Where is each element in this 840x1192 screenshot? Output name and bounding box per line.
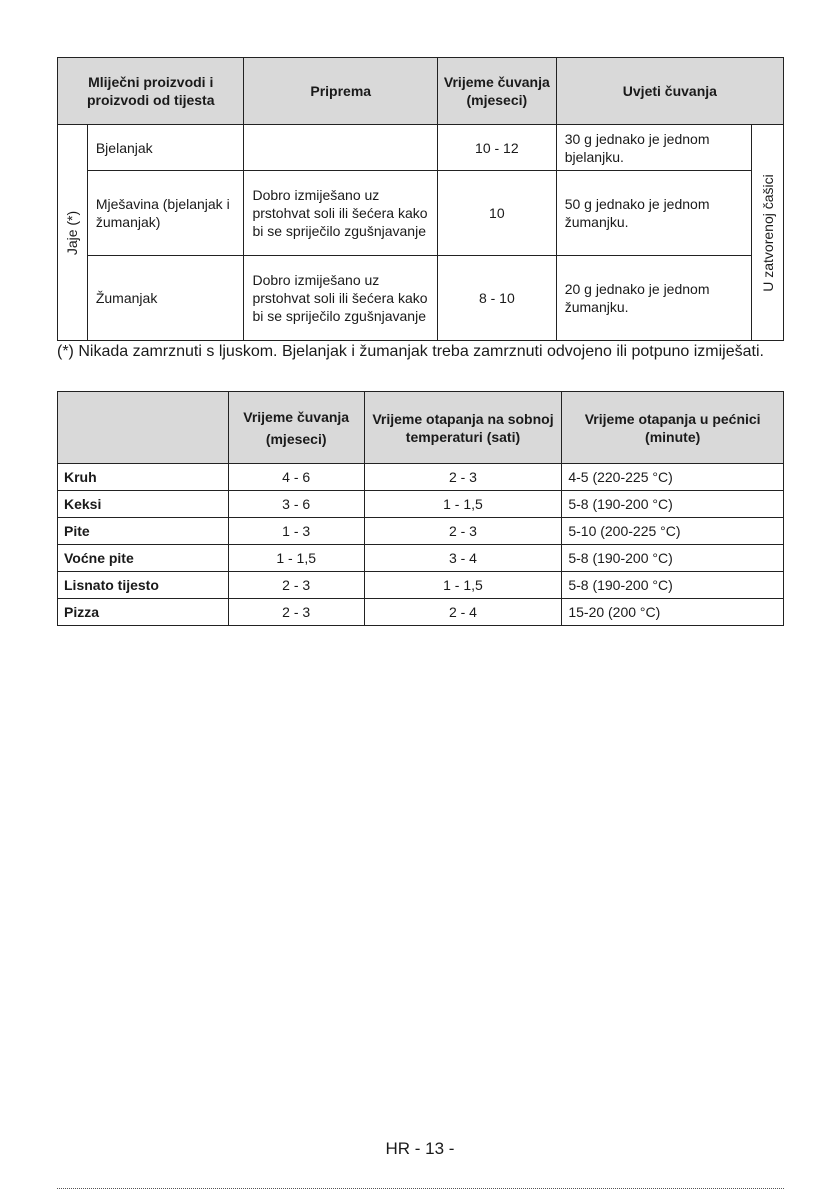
storage-cell: 2 - 3 — [228, 572, 364, 599]
table-row — [58, 125, 784, 171]
table-row — [58, 572, 784, 599]
product-cell: Mješavina (bjelanjak i žumanjak) — [87, 171, 244, 256]
egg-group-label: Jaje (*) — [58, 125, 88, 341]
thaw-oven-cell: 5-8 (190-200 °C) — [562, 572, 784, 599]
storage-cell: 2 - 3 — [228, 599, 364, 626]
preparation-cell: Dobro izmiješano uz prstohvat soli ili šećera kako bi se spriječilo zgušnjavanje — [244, 256, 438, 341]
table-row — [58, 491, 784, 518]
condition-cell: 50 g jednako je jednom žumanjku. — [556, 171, 751, 256]
table-header-row — [58, 392, 784, 464]
thaw-room-cell: 1 - 1,5 — [364, 491, 562, 518]
product-cell: Žumanjak — [87, 256, 244, 341]
bottom-divider — [57, 1188, 784, 1189]
header-product: Mliječni proizvodi i proizvodi od tijesta — [58, 58, 244, 125]
product-cell: Pizza — [58, 599, 229, 626]
thaw-oven-cell: 5-8 (190-200 °C) — [562, 545, 784, 572]
table-row — [58, 464, 784, 491]
table-row — [58, 171, 784, 256]
header-preparation: Priprema — [244, 58, 438, 125]
storage-cell: 1 - 1,5 — [228, 545, 364, 572]
storage-cell: 4 - 6 — [228, 464, 364, 491]
thaw-room-cell: 2 - 3 — [364, 464, 562, 491]
thaw-room-cell: 3 - 4 — [364, 545, 562, 572]
condition-cell: 30 g jednako je jednom bjelanjku. — [556, 125, 751, 171]
header-storage-time: Vrijeme čuvanja (mjeseci) — [437, 58, 556, 125]
header-thaw-room: Vrijeme otapanja na sobnoj temperaturi (sati) — [364, 392, 562, 464]
product-cell: Pite — [58, 518, 229, 545]
page-number: HR - 13 - — [385, 1139, 455, 1158]
footnote: (*) Nikada zamrznuti s ljuskom. Bjelanjak i žumanjak treba zamrznuti odvojeno ili potpuno izmiješati. — [57, 343, 764, 360]
product-cell: Bjelanjak — [87, 125, 244, 171]
header-storage-time — [228, 392, 364, 464]
storage-cell: 3 - 6 — [228, 491, 364, 518]
product-cell: Voćne pite — [58, 545, 229, 572]
preparation-cell — [244, 125, 438, 171]
product-cell: Keksi — [58, 491, 229, 518]
condition-cell: 20 g jednako je jednom žumanjku. — [556, 256, 751, 341]
closed-container-label: U zatvorenoj čašici — [752, 125, 784, 341]
thaw-room-cell: 1 - 1,5 — [364, 572, 562, 599]
product-cell: Kruh — [58, 464, 229, 491]
header-conditions: Uvjeti čuvanja — [556, 58, 783, 125]
table-row — [58, 599, 784, 626]
thaw-room-cell: 2 - 3 — [364, 518, 562, 545]
header-storage-time-unit: (mjeseci) — [265, 430, 327, 447]
storage-cell: 1 - 3 — [228, 518, 364, 545]
table-row — [58, 545, 784, 572]
bakery-storage-table — [57, 391, 784, 626]
thaw-oven-cell: 4-5 (220-225 °C) — [562, 464, 784, 491]
storage-cell: 10 — [437, 171, 556, 256]
storage-cell: 10 - 12 — [437, 125, 556, 171]
thaw-room-cell: 2 - 4 — [364, 599, 562, 626]
storage-cell: 8 - 10 — [437, 256, 556, 341]
egg-storage-table — [57, 57, 784, 341]
header-product — [58, 392, 229, 464]
thaw-oven-cell: 15-20 (200 °C) — [562, 599, 784, 626]
header-storage-time-label: Vrijeme čuvanja — [243, 408, 350, 425]
header-thaw-oven: Vrijeme otapanja u pećnici (minute) — [562, 392, 784, 464]
table-row — [58, 256, 784, 341]
table-row — [58, 518, 784, 545]
thaw-oven-cell: 5-10 (200-225 °C) — [562, 518, 784, 545]
table-header-row — [58, 58, 784, 125]
preparation-cell: Dobro izmiješano uz prstohvat soli ili šećera kako bi se spriječilo zgušnjavanje — [244, 171, 438, 256]
thaw-oven-cell: 5-8 (190-200 °C) — [562, 491, 784, 518]
product-cell: Lisnato tijesto — [58, 572, 229, 599]
